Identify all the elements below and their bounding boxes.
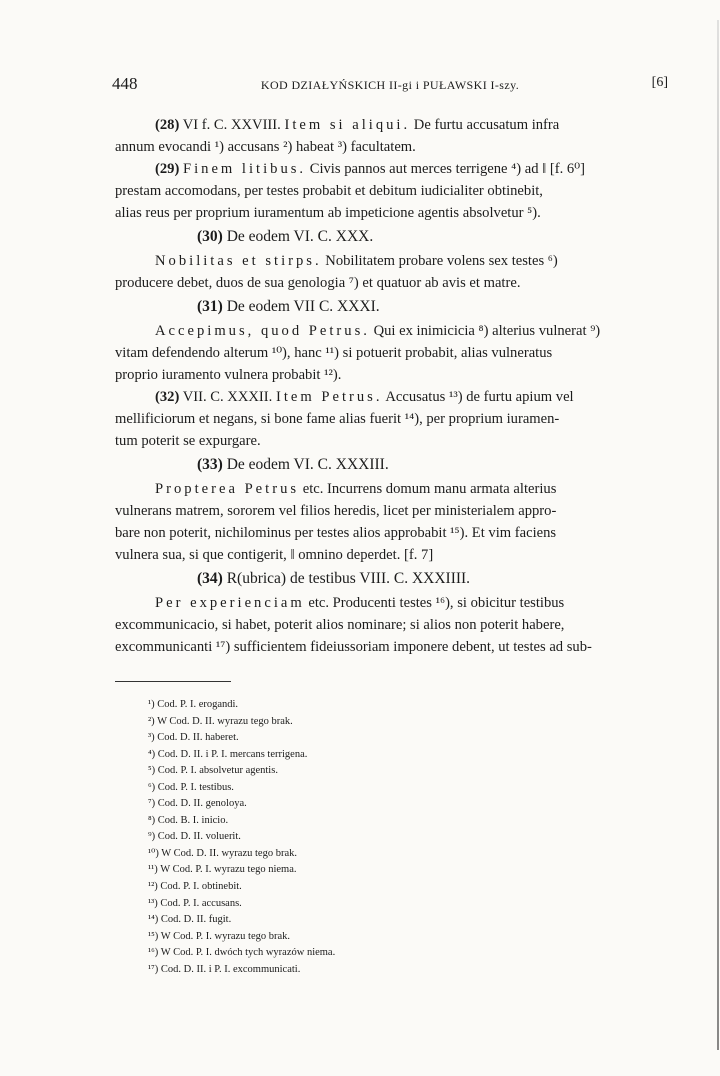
footnote: ⁸) Cod. B. I. inicio. [148,814,229,826]
running-title: KOD DZIAŁYŃSKICH II-gi i PUŁAWSKI I-szy. [260,78,520,92]
page-edge-shadow [717,20,719,1050]
footnote: ¹¹) W Cod. P. I. wyrazu tego niema. [148,864,297,876]
folio-marker: [6] [651,75,668,90]
footnote: ¹⁰) W Cod. D. II. wyrazu tego brak. [148,847,297,859]
section-head: VII. C. XXXII. [182,389,273,405]
section-text: bare non poterit, nichilominus per testes alios approbabit ¹⁵). Et vim faciens [115,525,557,541]
section-text: vitam defendendo alterum ¹⁰), hanc ¹¹) si potuerit probabit, alias vulneratus [115,345,553,361]
section-number: (33) [197,456,223,473]
incipit: Item Petrus. [275,389,383,405]
section-head: De eodem VII C. XXXI. [226,298,380,315]
section-text: etc. Incurrens domum manu armata alterius [299,481,557,497]
section-30-heading [115,226,667,248]
section-32 [115,386,667,452]
section-31-heading [115,296,667,318]
incipit: Item si aliqui. [284,117,411,133]
section-text: Nobilitatem probare volens sex testes ⁶) [321,253,558,269]
section-text: excommunicacio, si habet, poterit alios nominare; si alios non poterit habere, [115,617,565,633]
section-text: De furtu accusatum infra [410,117,560,133]
section-34 [115,592,667,658]
section-number: (34) [197,570,223,587]
section-text: vulnera sua, si que contigerit, ‖ omnino deperdet. [f. 7] [115,547,434,563]
incipit: Accepimus, quod Petrus. [155,323,370,339]
running-header [112,72,668,96]
section-text: vulnerans matrem, sororem vel filios heredis, licet per ministerialem appro- [115,503,557,519]
incipit: Finem litibus. [182,161,307,177]
footnote: ¹) Cod. P. I. erogandi. [148,699,239,710]
section-text: Civis pannos aut merces terrigene ⁴) ad ‖ [f. 6⁰] [306,161,585,177]
footnote: ⁶) Cod. P. I. testibus. [148,781,234,793]
section-31 [115,320,667,386]
footnote-divider [115,681,231,682]
section-28 [115,114,667,158]
section-text: etc. Producenti testes ¹⁶), si obicitur testibus [304,595,565,611]
section-text: producere debet, duos de sua genologia ⁷) et quatuor ab avis et matre. [115,275,521,291]
section-number: (31) [197,298,223,315]
footnote: ⁴) Cod. D. II. i P. I. mercans terrigena. [148,748,308,760]
footnote: ¹²) Cod. P. I. obtinebit. [148,881,242,893]
section-number: (30) [197,228,223,245]
section-text: prestam accomodans, per testes probabit et debitum iudicialiter obtinebit, [115,183,543,199]
footnote: ²) W Cod. D. II. wyrazu tego brak. [148,715,293,727]
section-head: De eodem VI. C. XXX. [226,228,374,245]
footnote: ³) Cod. D. II. haberet. [148,732,239,744]
footnote: ¹⁵) W Cod. P. I. wyrazu tego brak. [148,930,291,942]
incipit: Propterea Petrus [155,481,300,497]
section-head: R(ubrica) de testibus VIII. C. XXXIIII. [226,570,471,587]
footnote: ¹⁴) Cod. D. II. fugit. [148,914,232,926]
footnote: ⁷) Cod. D. II. genoloya. [148,798,247,810]
section-text: alias reus per proprium iuramentum ab impeticione agentis absolvetur ⁵). [115,205,541,221]
footnote: ⁹) Cod. D. II. voluerit. [148,831,241,843]
main-text [115,114,667,658]
footnote: ¹³) Cod. P. I. accusans. [148,897,242,909]
section-number: (29) [155,161,180,177]
section-number: (32) [155,389,180,405]
section-head: De eodem VI. C. XXXIII. [226,456,389,473]
incipit: Nobilitas et stirps. [155,253,322,269]
section-text: tum poterit se expurgare. [115,433,261,449]
section-text: Accusatus ¹³) de furtu apium vel [382,389,574,405]
section-text: proprio iuramento vulnera probabit ¹²). [115,367,342,383]
page-number: 448 [112,74,138,93]
footnotes [148,697,548,978]
section-33 [115,478,667,566]
section-text: Qui ex inimicicia ⁸) alterius vulnerat ⁹) [369,323,601,339]
section-text: mellificiorum et negans, si bone fame alias fuerit ¹⁴), per proprium iuramen- [115,411,560,427]
incipit: Per experienciam [155,595,305,611]
section-34-heading [115,568,667,590]
section-number: (28) [155,117,180,133]
footnote: ¹⁶) W Cod. P. I. dwóch tych wyrazów niema. [148,947,336,959]
section-29 [115,158,667,224]
section-text: annum evocandi ¹) accusans ²) habeat ³) facultatem. [115,139,416,155]
footnote: ⁵) Cod. P. I. absolvetur agentis. [148,765,278,777]
section-text: excommunicanti ¹⁷) sufficientem fideiussoriam imponere debent, ut testes ad sub- [115,639,592,655]
section-head: VI f. C. XXVIII. [182,117,281,133]
section-30 [115,250,667,294]
section-33-heading [115,454,667,476]
footnote: ¹⁷) Cod. D. II. i P. I. excommunicati. [148,963,301,975]
